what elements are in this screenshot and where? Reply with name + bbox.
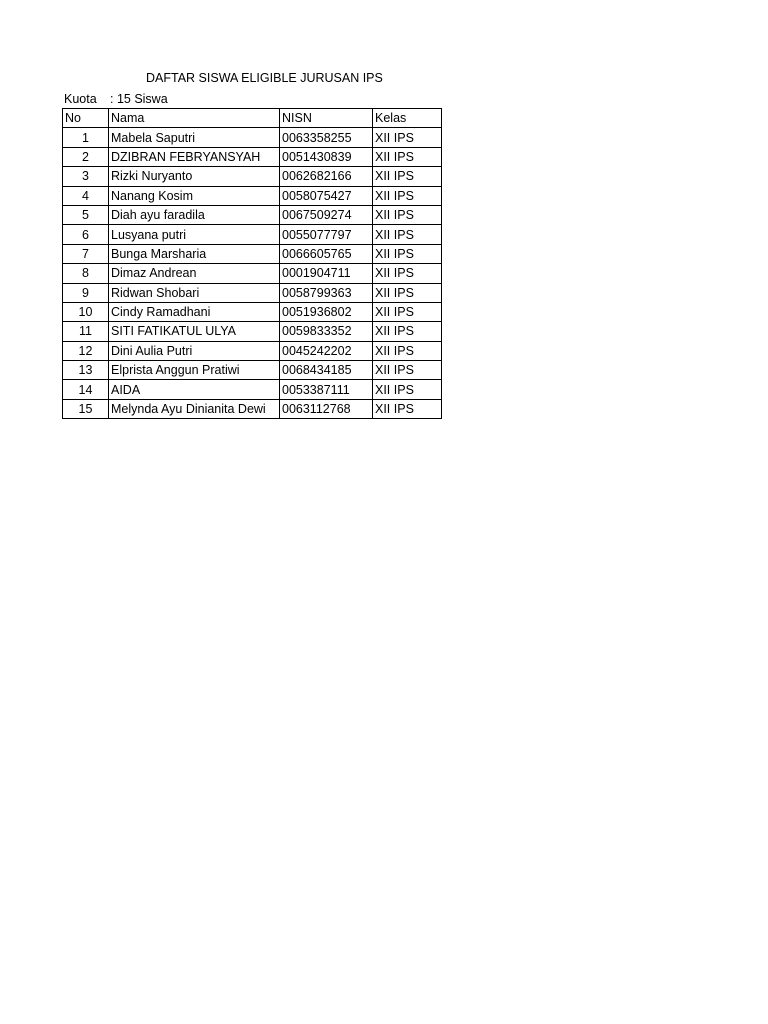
row-nama: Nanang Kosim [109, 186, 280, 205]
row-nisn: 0058075427 [280, 186, 373, 205]
row-nama: Elprista Anggun Pratiwi [109, 361, 280, 380]
row-nisn: 0045242202 [280, 341, 373, 360]
table-row [63, 167, 442, 186]
row-nisn: 0067509274 [280, 205, 373, 224]
table-row [63, 147, 442, 166]
row-nisn: 0068434185 [280, 361, 373, 380]
row-kelas: XII IPS [373, 322, 442, 341]
row-nama: Bunga Marsharia [109, 244, 280, 263]
table-row [63, 341, 442, 360]
row-nama: AIDA [109, 380, 280, 399]
row-no: 7 [63, 244, 109, 263]
table-row [63, 302, 442, 321]
row-kelas: XII IPS [373, 302, 442, 321]
row-nama: Cindy Ramadhani [109, 302, 280, 321]
row-no: 2 [63, 147, 109, 166]
row-nama: Lusyana putri [109, 225, 280, 244]
row-no: 12 [63, 341, 109, 360]
row-nisn: 0066605765 [280, 244, 373, 263]
row-no: 8 [63, 264, 109, 283]
quota-value: : 15 Siswa [110, 92, 168, 106]
row-no: 3 [63, 167, 109, 186]
row-no: 6 [63, 225, 109, 244]
row-nisn: 0055077797 [280, 225, 373, 244]
table-row [63, 380, 442, 399]
row-no: 1 [63, 128, 109, 147]
table-row [63, 361, 442, 380]
row-nisn: 0001904711 [280, 264, 373, 283]
row-nama: Dini Aulia Putri [109, 341, 280, 360]
header-no: No [63, 109, 109, 128]
table-row [63, 244, 442, 263]
table-row [63, 264, 442, 283]
row-nisn: 0058799363 [280, 283, 373, 302]
row-no: 5 [63, 205, 109, 224]
table-row [63, 186, 442, 205]
row-nisn: 0063358255 [280, 128, 373, 147]
row-nama: Dimaz Andrean [109, 264, 280, 283]
row-kelas: XII IPS [373, 341, 442, 360]
header-kelas: Kelas [373, 109, 442, 128]
row-no: 10 [63, 302, 109, 321]
header-nama: Nama [109, 109, 280, 128]
row-no: 4 [63, 186, 109, 205]
row-nisn: 0051936802 [280, 302, 373, 321]
row-kelas: XII IPS [373, 244, 442, 263]
row-no: 15 [63, 399, 109, 418]
row-kelas: XII IPS [373, 283, 442, 302]
student-table [62, 108, 442, 419]
row-nama: Rizki Nuryanto [109, 167, 280, 186]
row-kelas: XII IPS [373, 205, 442, 224]
row-kelas: XII IPS [373, 380, 442, 399]
table-row [63, 322, 442, 341]
document-title: DAFTAR SISWA ELIGIBLE JURUSAN IPS [146, 71, 383, 85]
table-row [63, 128, 442, 147]
row-nama: Melynda Ayu Dinianita Dewi [109, 399, 280, 418]
row-nama: Ridwan Shobari [109, 283, 280, 302]
row-kelas: XII IPS [373, 361, 442, 380]
row-no: 9 [63, 283, 109, 302]
row-no: 11 [63, 322, 109, 341]
row-nisn: 0053387111 [280, 380, 373, 399]
row-nisn: 0059833352 [280, 322, 373, 341]
row-no: 13 [63, 361, 109, 380]
quota-label: Kuota [64, 92, 97, 106]
row-nama: DZIBRAN FEBRYANSYAH [109, 147, 280, 166]
row-nisn: 0062682166 [280, 167, 373, 186]
row-kelas: XII IPS [373, 167, 442, 186]
table-row [63, 225, 442, 244]
header-nisn: NISN [280, 109, 373, 128]
table-row [63, 399, 442, 418]
row-nisn: 0063112768 [280, 399, 373, 418]
table-header-row [63, 109, 442, 128]
row-kelas: XII IPS [373, 128, 442, 147]
student-table-body [63, 128, 442, 419]
table-row [63, 205, 442, 224]
row-kelas: XII IPS [373, 264, 442, 283]
row-kelas: XII IPS [373, 225, 442, 244]
row-nama: Mabela Saputri [109, 128, 280, 147]
row-nama: SITI FATIKATUL ULYA [109, 322, 280, 341]
row-no: 14 [63, 380, 109, 399]
row-kelas: XII IPS [373, 399, 442, 418]
row-kelas: XII IPS [373, 147, 442, 166]
row-nama: Diah ayu faradila [109, 205, 280, 224]
row-nisn: 0051430839 [280, 147, 373, 166]
row-kelas: XII IPS [373, 186, 442, 205]
table-row [63, 283, 442, 302]
